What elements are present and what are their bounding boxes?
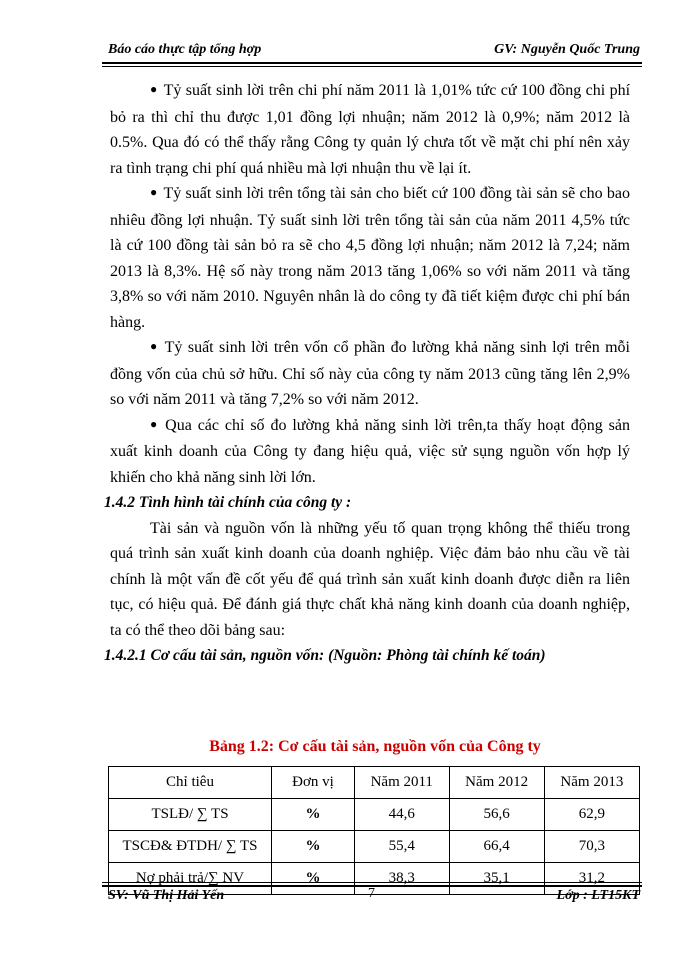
unit-cell: % <box>272 799 355 831</box>
header-report-title: Báo cáo thực tập tổng hợp <box>108 42 262 57</box>
asset-structure-table <box>108 766 640 895</box>
column-header: Năm 2011 <box>355 767 450 799</box>
paragraph: ● Tỷ suất sinh lời trên chi phí năm 2011 là 1,01% tức cứ 100 đồng chi phí bỏ ra thì chỉ thu được 1,01 đồng lợi nhuận; năm 2012 là 0,9%; năm 2012 là 0.5%. Qua đó có thể thấy rằng Công ty quản lý chưa tốt về mặt chi phí nên xảy ra tình trạng chi phí quá nhiều mà lợi nhuận thu về lại ít. <box>110 82 631 177</box>
paragraph: ● Qua các chỉ số đo lường khả năng sinh lời trên,ta thấy hoạt động sản xuất kinh doanh của Công ty đang hiệu quả, việc sử sụng nguồn vốn hợp lý khiến cho khả năng sinh lời lớn. <box>110 416 630 486</box>
value-cell: 70,3 <box>544 831 639 863</box>
table-row <box>109 799 640 831</box>
page-number: 7 <box>368 886 375 901</box>
bullet-icon: ● <box>150 82 158 96</box>
footer-rule-thin <box>102 882 642 883</box>
paragraph: ● Tỷ suất sinh lời trên vốn cổ phần đo lường khả năng sinh lợi trên mỗi đồng vốn của chủ sở hữu. Chỉ số này của công ty năm 2013 cũng tăng lên 2,9% so với năm 2011 và tăng 7,2% so với năm 2012. <box>110 339 630 408</box>
column-header: Chỉ tiêu <box>109 767 272 799</box>
paragraph: ● Tỷ suất sinh lời trên tổng tài sản cho biết cứ 100 đồng tài sản sẽ cho bao nhiêu đồng lợi nhuận. Tỷ suất sinh lời trên tổng tài sản của năm 2011 4,5% tức là cứ 100 đồng tài sản bỏ ra sẽ cho 4,5 đồng lợi nhuận; năm 2012 là 7,24; năm 2013 là 8,3%. Hệ số này trong năm 2013 tăng 1,06% so với năm 2011 và tăng 3,8% so với năm 2010. Nguyên nhân là do công ty đã tiết kiệm được chi phí bán hàng. <box>110 185 630 331</box>
bullet-icon: ● <box>150 416 160 431</box>
footer-class: Lớp : LT15KT <box>556 888 640 903</box>
row-label: TSLĐ/ ∑ TS <box>109 799 272 831</box>
unit-cell: % <box>272 831 355 863</box>
value-cell: 31,2 <box>544 863 639 895</box>
value-cell: 38,3 <box>355 863 450 895</box>
paragraph: Tài sản và nguồn vốn là những yếu tố quan trọng không thể thiếu trong quá trình sản xuất kinh doanh của doanh nghiệp. Việc đảm bảo nhu cầu về tài chính là một vấn đề cốt yếu để quá trình sản xuất kinh doanh được diễn ra liên tục, có hiệu quả. Để đánh giá thực chất khả năng kinh doanh của doanh nghiệp, ta có thể theo dõi bảng sau: <box>110 519 630 639</box>
bullet-icon: ● <box>150 185 158 199</box>
value-cell: 44,6 <box>355 799 450 831</box>
table-row <box>109 831 640 863</box>
row-label: TSCĐ& ĐTDH/ ∑ TS <box>109 831 272 863</box>
value-cell: 55,4 <box>355 831 450 863</box>
value-cell: 62,9 <box>544 799 639 831</box>
bullet-icon: ● <box>150 339 159 353</box>
column-header: Năm 2013 <box>544 767 639 799</box>
header-rule-thin <box>102 66 642 67</box>
column-header: Năm 2012 <box>449 767 544 799</box>
table-header-row <box>109 767 640 799</box>
row-label: Nợ phải trả/∑ NV <box>109 863 272 895</box>
table-title: Bảng 1.2: Cơ cấu tài sản, nguồn vốn của Công ty <box>209 738 541 755</box>
page-footer <box>102 882 642 912</box>
header-rule <box>102 62 642 64</box>
column-header: Đơn vị <box>272 767 355 799</box>
page-header <box>102 36 642 62</box>
header-instructor: GV: Nguyễn Quốc Trung <box>494 42 640 57</box>
value-cell: 66,4 <box>449 831 544 863</box>
subsection-heading: 1.4.2.1 Cơ cấu tài sản, nguồn vốn: (Nguồn: Phòng tài chính kế toán) <box>104 647 546 664</box>
section-heading: 1.4.2 Tình hình tài chính của công ty : <box>104 494 352 511</box>
footer-student: SV: Vũ Thị Hải Yến <box>108 888 225 903</box>
value-cell: 56,6 <box>449 799 544 831</box>
body-text <box>104 78 631 669</box>
unit-cell: % <box>272 863 355 895</box>
value-cell: 35,1 <box>449 863 544 895</box>
